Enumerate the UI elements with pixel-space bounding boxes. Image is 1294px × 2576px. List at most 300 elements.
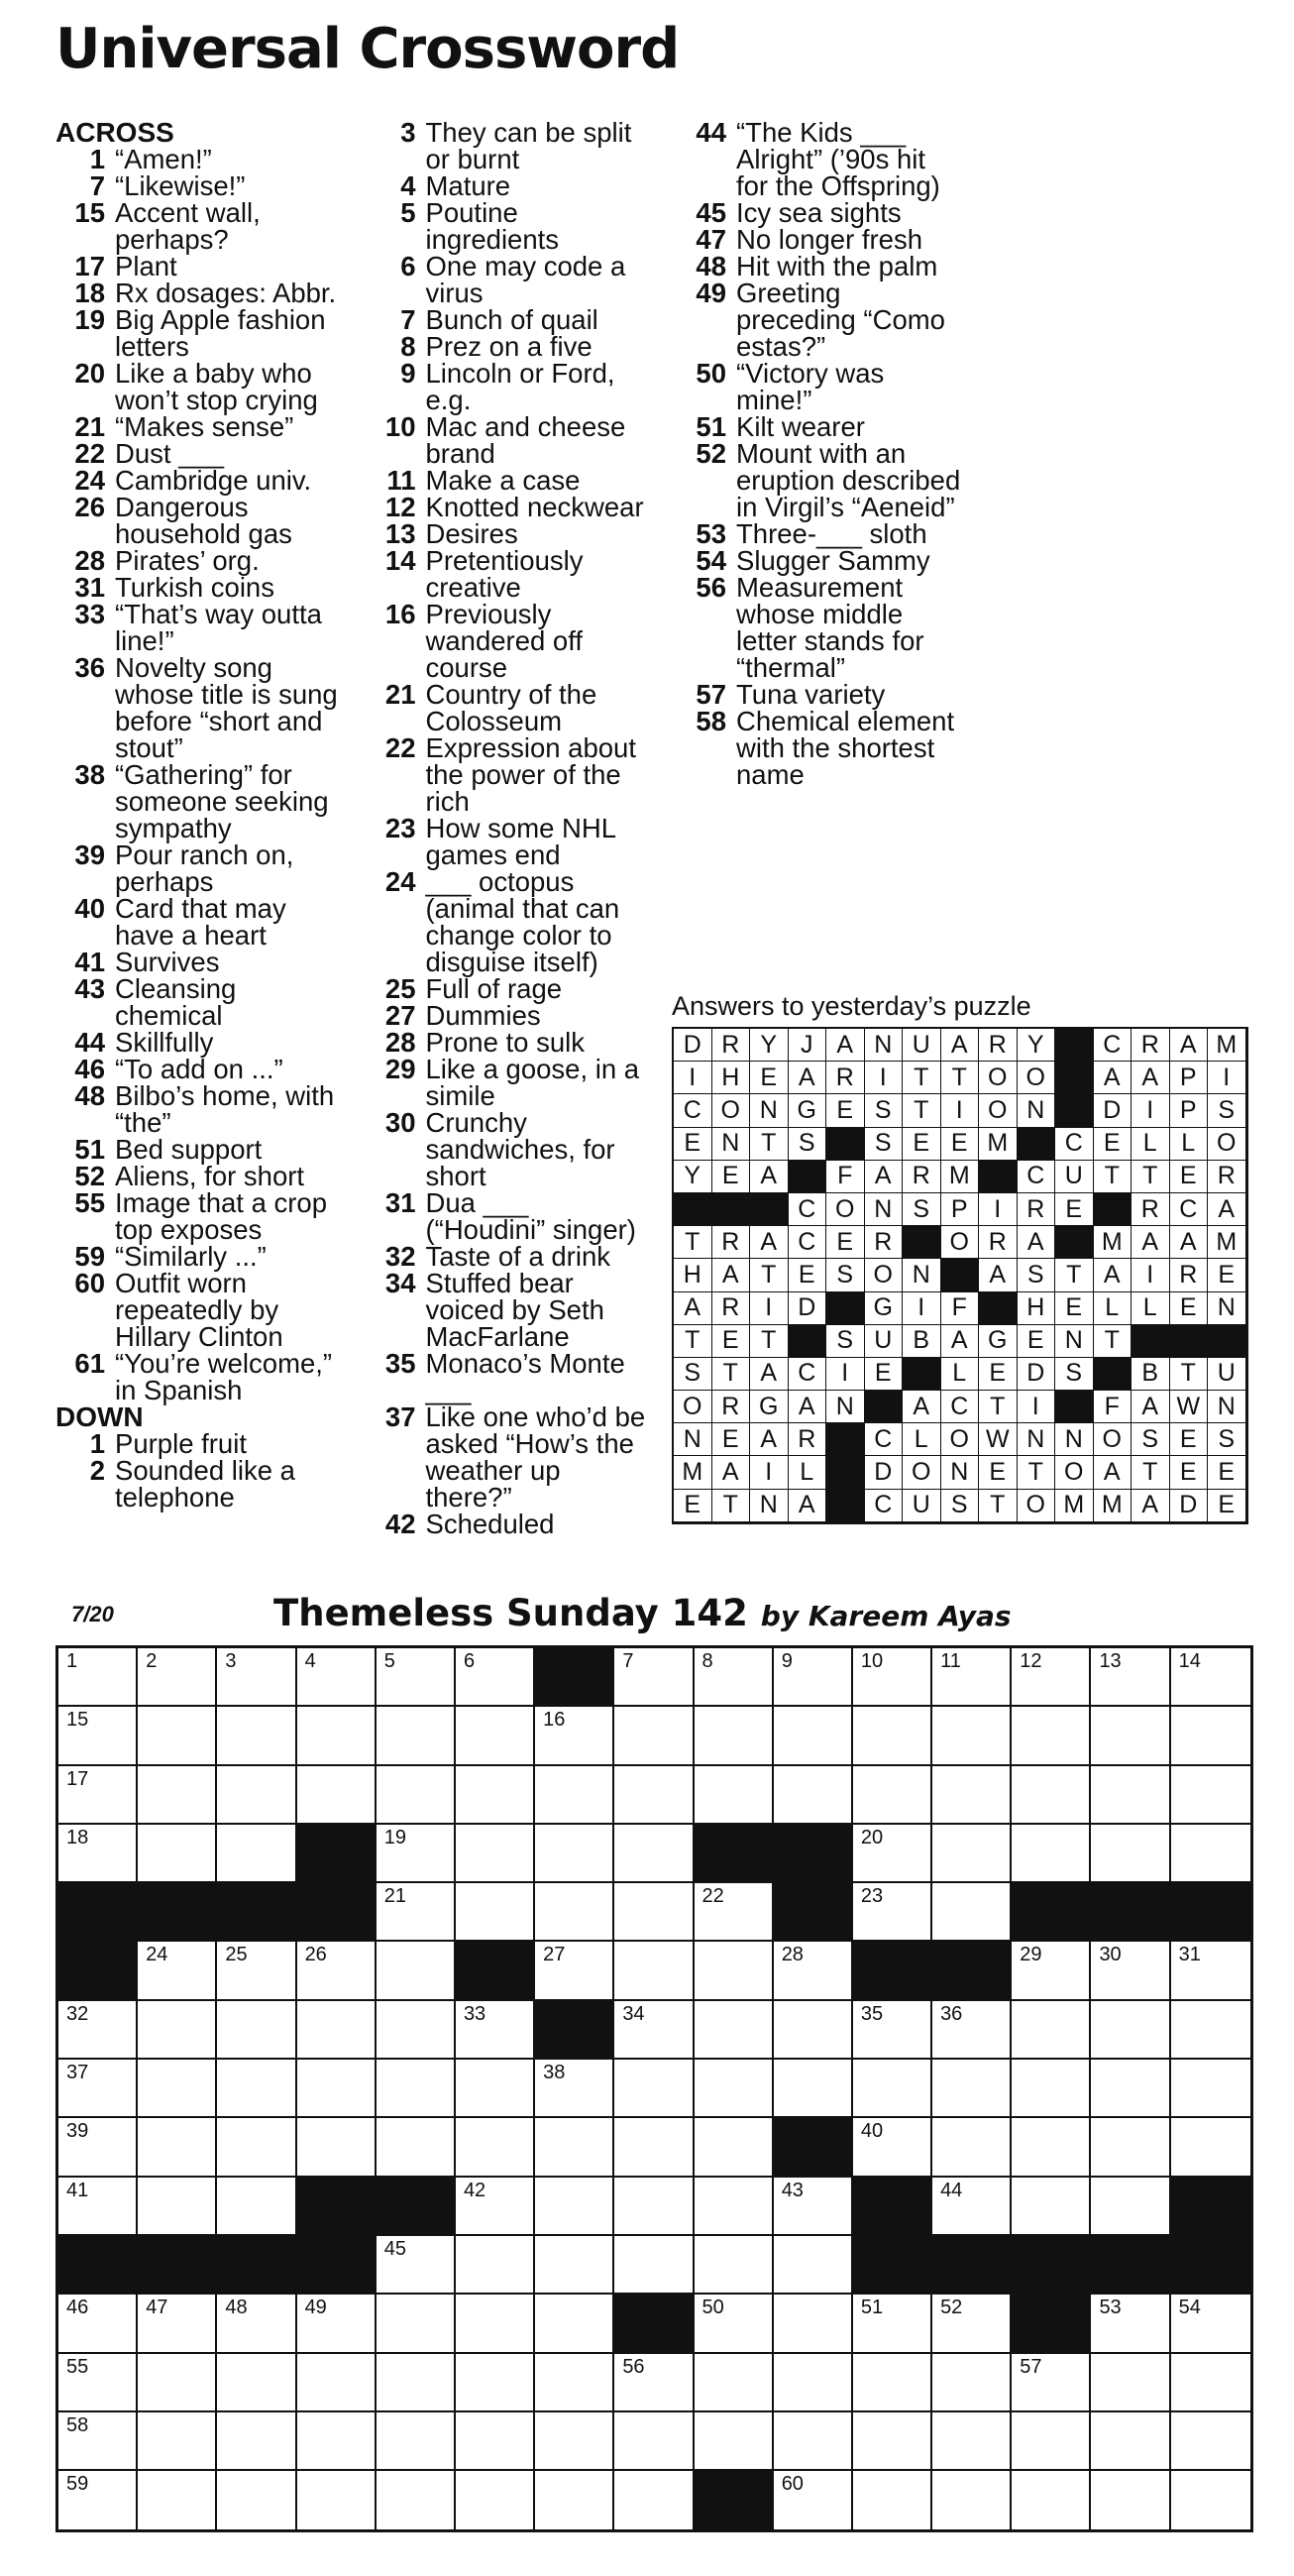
- grid-cell[interactable]: [58, 2060, 138, 2118]
- grid-cell[interactable]: [377, 2001, 456, 2060]
- grid-cell[interactable]: [456, 2354, 535, 2412]
- answer-cell: L: [1094, 1292, 1132, 1325]
- grid-cell[interactable]: [217, 2471, 296, 2529]
- grid-cell[interactable]: [297, 2118, 377, 2177]
- grid-cell[interactable]: [774, 1707, 853, 1765]
- grid-cell[interactable]: [1171, 1825, 1250, 1883]
- answer-cell: T: [674, 1325, 712, 1358]
- black-square: [1012, 2236, 1091, 2295]
- grid-cell[interactable]: [217, 2060, 296, 2118]
- grid-cell[interactable]: [138, 2412, 217, 2471]
- down-clue: [367, 360, 654, 413]
- grid-cell[interactable]: [1012, 1707, 1091, 1765]
- answer-cell: A: [1132, 1490, 1170, 1522]
- answer-cell: S: [1018, 1259, 1056, 1291]
- grid-cell[interactable]: [138, 2295, 217, 2353]
- answer-cell: R: [712, 1029, 751, 1062]
- grid-cell[interactable]: [217, 2001, 296, 2060]
- grid-cell[interactable]: [535, 2295, 614, 2353]
- grid-cell[interactable]: [1012, 2118, 1091, 2177]
- cell-number: 19: [383, 1826, 406, 1848]
- grid-cell[interactable]: [1171, 2354, 1250, 2412]
- grid-cell[interactable]: [377, 1825, 456, 1883]
- grid-cell[interactable]: [377, 2295, 456, 2353]
- down-clue: [367, 975, 654, 1002]
- across-clue: [55, 146, 343, 172]
- black-square: [217, 2236, 296, 2295]
- grid-cell[interactable]: [456, 1648, 535, 1707]
- answer-cell: G: [865, 1292, 904, 1325]
- across-clue: [55, 413, 343, 440]
- grid-cell[interactable]: [853, 2354, 932, 2412]
- grid-cell[interactable]: [456, 2118, 535, 2177]
- grid-cell[interactable]: [614, 1825, 694, 1883]
- answer-cell: O: [941, 1423, 980, 1456]
- grid-cell[interactable]: [138, 1942, 217, 2000]
- grid-cell[interactable]: [377, 1942, 456, 2000]
- across-clue: [55, 440, 343, 467]
- grid-cell[interactable]: [456, 2060, 535, 2118]
- answer-cell: H: [1018, 1292, 1056, 1325]
- grid-cell[interactable]: [535, 1942, 614, 2000]
- grid-cell[interactable]: [297, 2060, 377, 2118]
- grid-cell[interactable]: [138, 2471, 217, 2529]
- grid-cell[interactable]: [1091, 1942, 1170, 2000]
- answer-cell: S: [826, 1259, 865, 1291]
- grid-cell[interactable]: [614, 2236, 694, 2295]
- grid-cell[interactable]: [456, 1883, 535, 1942]
- black-square: [1091, 1883, 1170, 1942]
- grid-cell[interactable]: [614, 2471, 694, 2529]
- answer-cell: F: [826, 1161, 865, 1193]
- answer-cell: N: [750, 1094, 789, 1127]
- answer-black-square: [789, 1325, 827, 1358]
- grid-cell[interactable]: [377, 2412, 456, 2471]
- grid-cell[interactable]: [535, 2178, 614, 2236]
- clue-text: “Victory was mine!”: [736, 358, 885, 415]
- grid-cell[interactable]: [138, 1707, 217, 1765]
- grid-cell[interactable]: [614, 1883, 694, 1942]
- grid-cell[interactable]: [297, 2471, 377, 2529]
- answer-cell: C: [941, 1391, 980, 1423]
- grid-cell[interactable]: [58, 1766, 138, 1825]
- grid-cell[interactable]: [853, 2001, 932, 2060]
- grid-cell[interactable]: [1091, 1707, 1170, 1765]
- grid-cell[interactable]: [1171, 1707, 1250, 1765]
- answer-cell: O: [941, 1226, 980, 1259]
- grid-cell[interactable]: [535, 2471, 614, 2529]
- clue-text: Chemical element with the shortest name: [736, 706, 955, 790]
- across-clue: [55, 1163, 343, 1189]
- grid-cell[interactable]: [217, 1942, 296, 2000]
- down-clue: [367, 413, 654, 467]
- grid-cell[interactable]: [58, 1707, 138, 1765]
- grid-cell[interactable]: [1091, 2001, 1170, 2060]
- answer-cell: U: [903, 1490, 941, 1522]
- grid-cell[interactable]: [456, 2295, 535, 2353]
- grid-cell[interactable]: [614, 2118, 694, 2177]
- grid-cell[interactable]: [1091, 2178, 1170, 2236]
- clue-text: Taste of a drink: [425, 1241, 610, 1272]
- clue-number: 8: [400, 331, 416, 362]
- grid-cell[interactable]: [297, 1766, 377, 1825]
- cell-number: 21: [383, 1885, 406, 1908]
- grid-cell[interactable]: [1091, 2295, 1170, 2353]
- grid-cell[interactable]: [614, 2001, 694, 2060]
- grid-cell[interactable]: [456, 1766, 535, 1825]
- grid-cell[interactable]: [614, 1766, 694, 1825]
- grid-cell[interactable]: [58, 1648, 138, 1707]
- grid-cell[interactable]: [932, 2060, 1012, 2118]
- grid-cell[interactable]: [932, 2412, 1012, 2471]
- down-clue: [677, 280, 964, 360]
- grid-cell[interactable]: [535, 2236, 614, 2295]
- grid-cell[interactable]: [377, 1883, 456, 1942]
- grid-cell[interactable]: [932, 2178, 1012, 2236]
- grid-cell[interactable]: [138, 2354, 217, 2412]
- grid-cell[interactable]: [58, 2295, 138, 2353]
- grid-cell[interactable]: [614, 1942, 694, 2000]
- down-clue: [367, 601, 654, 681]
- grid-cell[interactable]: [456, 2471, 535, 2529]
- answer-cell: S: [903, 1193, 941, 1226]
- grid-cell[interactable]: [774, 2060, 853, 2118]
- grid-cell[interactable]: [1012, 1825, 1091, 1883]
- grid-cell[interactable]: [138, 2001, 217, 2060]
- grid-cell[interactable]: [774, 2236, 853, 2295]
- grid-cell[interactable]: [1012, 1766, 1091, 1825]
- clue-number: 22: [384, 732, 416, 763]
- grid-cell[interactable]: [932, 2118, 1012, 2177]
- grid-cell[interactable]: [217, 2178, 296, 2236]
- grid-cell[interactable]: [1091, 1825, 1170, 1883]
- answer-cell: U: [865, 1325, 904, 1358]
- grid-cell[interactable]: [695, 2118, 774, 2177]
- black-square: [1091, 2236, 1170, 2295]
- grid-cell[interactable]: [138, 2060, 217, 2118]
- grid-cell[interactable]: [535, 1766, 614, 1825]
- puzzle-date: 7/20: [71, 1602, 114, 1626]
- answer-cell: C: [789, 1226, 827, 1259]
- clue-number: 53: [696, 518, 726, 549]
- answer-cell: M: [1208, 1029, 1246, 1062]
- cell-number: 22: [701, 1885, 724, 1908]
- clue-number: 51: [696, 411, 726, 442]
- clue-number: 25: [384, 973, 416, 1004]
- grid-cell[interactable]: [774, 2412, 853, 2471]
- grid-cell[interactable]: [1012, 2001, 1091, 2060]
- down-clue: [367, 333, 654, 360]
- grid-cell[interactable]: [695, 1707, 774, 1765]
- grid-cell[interactable]: [217, 2412, 296, 2471]
- cell-number: 47: [146, 2296, 168, 2319]
- grid-cell[interactable]: [58, 2471, 138, 2529]
- grid-cell[interactable]: [217, 1707, 296, 1765]
- grid-cell[interactable]: [1012, 2412, 1091, 2471]
- answer-cell: E: [789, 1259, 827, 1291]
- answer-cell: E: [712, 1325, 751, 1358]
- answer-cell: J: [789, 1029, 827, 1062]
- answer-cell: I: [750, 1456, 789, 1489]
- grid-cell[interactable]: [774, 1942, 853, 2000]
- down-clue: [367, 868, 654, 975]
- grid-cell[interactable]: [217, 1648, 296, 1707]
- clue-text: Pirates’ org.: [115, 545, 260, 576]
- grid-cell[interactable]: [774, 2001, 853, 2060]
- answer-cell: A: [674, 1292, 712, 1325]
- grid-cell[interactable]: [932, 1766, 1012, 1825]
- clue-number: 19: [74, 304, 105, 335]
- down-heading: DOWN: [55, 1401, 144, 1432]
- answer-cell: E: [1208, 1259, 1246, 1291]
- clue-number: 24: [384, 866, 416, 897]
- grid-cell[interactable]: [217, 1825, 296, 1883]
- crossword-grid: [55, 1645, 1253, 2532]
- grid-cell[interactable]: [377, 2060, 456, 2118]
- grid-cell[interactable]: [1091, 2354, 1170, 2412]
- grid-cell[interactable]: [1091, 2412, 1170, 2471]
- grid-cell[interactable]: [535, 2118, 614, 2177]
- answer-cell: I: [750, 1292, 789, 1325]
- grid-cell[interactable]: [58, 2354, 138, 2412]
- clue-text: Mac and cheese brand: [425, 411, 626, 469]
- answer-black-square: [1018, 1128, 1056, 1161]
- grid-cell[interactable]: [695, 2178, 774, 2236]
- clue-text: “To add on ...”: [115, 1054, 283, 1084]
- down-clue: [367, 1002, 654, 1029]
- grid-cell[interactable]: [695, 1648, 774, 1707]
- answer-cell: C: [865, 1423, 904, 1456]
- grid-cell[interactable]: [138, 1825, 217, 1883]
- grid-cell[interactable]: [695, 2295, 774, 2353]
- clue-text: How some NHL games end: [425, 813, 616, 870]
- clue-text: Pour ranch on, perhaps: [115, 840, 294, 897]
- grid-cell[interactable]: [58, 2412, 138, 2471]
- grid-cell[interactable]: [1012, 2471, 1091, 2529]
- grid-cell[interactable]: [932, 2471, 1012, 2529]
- grid-cell[interactable]: [853, 1883, 932, 1942]
- grid-cell[interactable]: [1012, 2060, 1091, 2118]
- grid-cell[interactable]: [853, 2412, 932, 2471]
- grid-cell[interactable]: [1171, 2060, 1250, 2118]
- grid-cell[interactable]: [853, 1766, 932, 1825]
- grid-cell[interactable]: [932, 1648, 1012, 1707]
- grid-cell[interactable]: [614, 1707, 694, 1765]
- answer-cell: R: [789, 1423, 827, 1456]
- grid-cell[interactable]: [1171, 2412, 1250, 2471]
- grid-cell[interactable]: [614, 2412, 694, 2471]
- grid-cell[interactable]: [774, 2295, 853, 2353]
- grid-cell[interactable]: [138, 1766, 217, 1825]
- clue-number: 16: [384, 599, 416, 629]
- grid-cell[interactable]: [138, 2178, 217, 2236]
- grid-cell[interactable]: [932, 2295, 1012, 2353]
- grid-cell[interactable]: [456, 1825, 535, 1883]
- grid-cell[interactable]: [1091, 2060, 1170, 2118]
- grid-cell[interactable]: [932, 1883, 1012, 1942]
- black-square: [1171, 2236, 1250, 2295]
- grid-cell[interactable]: [535, 1883, 614, 1942]
- grid-cell[interactable]: [853, 2060, 932, 2118]
- grid-cell[interactable]: [695, 2236, 774, 2295]
- grid-cell[interactable]: [1091, 2471, 1170, 2529]
- grid-cell[interactable]: [853, 2471, 932, 2529]
- grid-cell[interactable]: [297, 1707, 377, 1765]
- grid-cell[interactable]: [58, 2118, 138, 2177]
- grid-cell[interactable]: [535, 2354, 614, 2412]
- down-clue: [677, 708, 964, 788]
- grid-cell[interactable]: [297, 2412, 377, 2471]
- grid-cell[interactable]: [1171, 1648, 1250, 1707]
- grid-cell[interactable]: [1012, 2354, 1091, 2412]
- grid-cell[interactable]: [1012, 2178, 1091, 2236]
- answer-cell: N: [826, 1391, 865, 1423]
- clue-text: Stuffed bear voiced by Seth MacFarlane: [425, 1268, 604, 1352]
- answer-cell: S: [674, 1358, 712, 1391]
- grid-cell[interactable]: [932, 2001, 1012, 2060]
- answer-cell: E: [826, 1094, 865, 1127]
- grid-cell[interactable]: [217, 2118, 296, 2177]
- grid-cell[interactable]: [377, 2354, 456, 2412]
- grid-cell[interactable]: [853, 2118, 932, 2177]
- grid-cell[interactable]: [138, 2118, 217, 2177]
- grid-cell[interactable]: [1171, 1766, 1250, 1825]
- grid-cell[interactable]: [1171, 2118, 1250, 2177]
- answer-cell: S: [1132, 1423, 1170, 1456]
- grid-cell[interactable]: [774, 1766, 853, 1825]
- answer-cell: E: [1208, 1490, 1246, 1522]
- down-clue: [677, 681, 964, 708]
- grid-cell[interactable]: [1012, 1648, 1091, 1707]
- grid-cell[interactable]: [217, 2295, 296, 2353]
- answer-cell: R: [1132, 1029, 1170, 1062]
- grid-cell[interactable]: [535, 2412, 614, 2471]
- grid-cell[interactable]: [614, 2354, 694, 2412]
- clue-number: 44: [74, 1027, 105, 1058]
- grid-cell[interactable]: [456, 1707, 535, 1765]
- grid-cell[interactable]: [377, 2236, 456, 2295]
- grid-cell[interactable]: [774, 2471, 853, 2529]
- down-clue: [367, 1270, 654, 1350]
- grid-cell[interactable]: [535, 2060, 614, 2118]
- grid-cell[interactable]: [456, 2236, 535, 2295]
- grid-cell[interactable]: [297, 2001, 377, 2060]
- clue-number: 52: [696, 438, 726, 469]
- grid-cell[interactable]: [456, 2412, 535, 2471]
- grid-cell[interactable]: [774, 1648, 853, 1707]
- grid-cell[interactable]: [1091, 2118, 1170, 2177]
- grid-cell[interactable]: [377, 1766, 456, 1825]
- grid-cell[interactable]: [695, 1942, 774, 2000]
- grid-cell[interactable]: [614, 2060, 694, 2118]
- grid-cell[interactable]: [456, 2178, 535, 2236]
- across-clue: [55, 975, 343, 1029]
- grid-cell[interactable]: [695, 2354, 774, 2412]
- grid-cell[interactable]: [535, 1707, 614, 1765]
- clue-number: 31: [74, 572, 105, 603]
- grid-cell[interactable]: [695, 1883, 774, 1942]
- down-clue: [367, 1189, 654, 1243]
- clue-number: 11: [386, 465, 416, 496]
- grid-cell[interactable]: [614, 2178, 694, 2236]
- grid-cell[interactable]: [1171, 2295, 1250, 2353]
- answer-cell: E: [826, 1226, 865, 1259]
- clue-number: 3: [400, 117, 416, 148]
- grid-cell[interactable]: [456, 2001, 535, 2060]
- grid-cell[interactable]: [774, 2178, 853, 2236]
- answer-cell: C: [1018, 1161, 1056, 1193]
- grid-cell[interactable]: [695, 1766, 774, 1825]
- grid-cell[interactable]: [1091, 1766, 1170, 1825]
- across-clue: [55, 199, 343, 253]
- grid-cell[interactable]: [695, 2060, 774, 2118]
- grid-cell[interactable]: [535, 1825, 614, 1883]
- grid-cell[interactable]: [853, 1707, 932, 1765]
- across-clue: [55, 1029, 343, 1056]
- down-clue: [367, 1056, 654, 1109]
- grid-cell[interactable]: [297, 2354, 377, 2412]
- cell-number: 52: [940, 2296, 963, 2319]
- grid-cell[interactable]: [932, 1825, 1012, 1883]
- answer-cell: L: [789, 1456, 827, 1489]
- answer-cell: A: [750, 1161, 789, 1193]
- answer-black-square: [750, 1193, 789, 1226]
- grid-cell[interactable]: [377, 2471, 456, 2529]
- grid-cell[interactable]: [1171, 2001, 1250, 2060]
- grid-cell[interactable]: [1012, 1942, 1091, 2000]
- grid-cell[interactable]: [1091, 1648, 1170, 1707]
- black-square: [297, 2178, 377, 2236]
- answer-black-square: [1055, 1094, 1094, 1127]
- grid-cell[interactable]: [695, 2412, 774, 2471]
- grid-cell[interactable]: [853, 1648, 932, 1707]
- grid-cell[interactable]: [614, 1648, 694, 1707]
- grid-cell[interactable]: [1171, 1942, 1250, 2000]
- answer-cell: A: [1094, 1456, 1132, 1489]
- clue-number: 28: [384, 1027, 416, 1058]
- grid-cell[interactable]: [138, 1648, 217, 1707]
- grid-cell[interactable]: [932, 2354, 1012, 2412]
- grid-cell[interactable]: [58, 2001, 138, 2060]
- answer-cell: E: [674, 1490, 712, 1522]
- grid-cell[interactable]: [377, 2118, 456, 2177]
- black-square: [377, 2178, 456, 2236]
- grid-cell[interactable]: [1171, 2471, 1250, 2529]
- grid-cell[interactable]: [932, 1707, 1012, 1765]
- grid-cell[interactable]: [217, 1766, 296, 1825]
- cell-number: 17: [66, 1767, 89, 1790]
- answer-cell: R: [979, 1029, 1018, 1062]
- clue-number: 36: [74, 652, 105, 683]
- grid-cell[interactable]: [297, 2295, 377, 2353]
- grid-cell[interactable]: [377, 1648, 456, 1707]
- grid-cell[interactable]: [217, 2354, 296, 2412]
- answer-cell: G: [789, 1094, 827, 1127]
- grid-cell[interactable]: [853, 1825, 932, 1883]
- grid-cell[interactable]: [853, 2295, 932, 2353]
- answer-cell: O: [674, 1391, 712, 1423]
- grid-cell[interactable]: [695, 2001, 774, 2060]
- answer-cell: E: [1208, 1456, 1246, 1489]
- grid-cell[interactable]: [377, 1707, 456, 1765]
- answer-cell: A: [1170, 1029, 1209, 1062]
- grid-cell[interactable]: [774, 2354, 853, 2412]
- clue-number: 40: [74, 893, 105, 924]
- grid-cell[interactable]: [297, 1648, 377, 1707]
- grid-cell[interactable]: [58, 2178, 138, 2236]
- grid-cell[interactable]: [58, 1825, 138, 1883]
- grid-cell[interactable]: [297, 1942, 377, 2000]
